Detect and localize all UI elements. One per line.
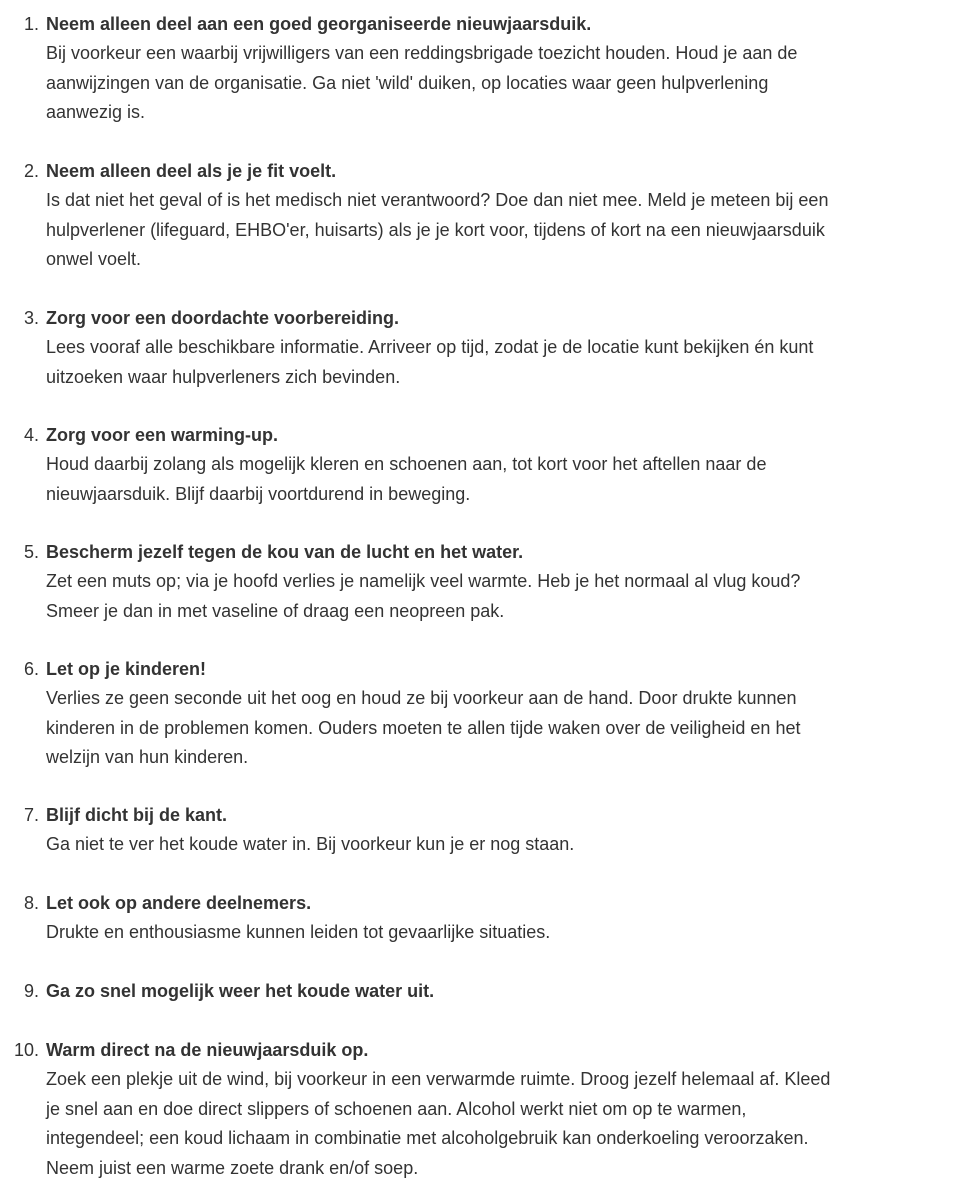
list-item-text: nieuwjaarsduik. Blijf daarbij voortdurend in beweging. <box>46 483 471 504</box>
list-item-title: Ga zo snel mogelijk weer het koude water uit. <box>46 981 435 1001</box>
list-item-title: Blijf dicht bij de kant. <box>46 805 228 825</box>
list-item-number: 4. <box>23 425 39 445</box>
list-item-title: Warm direct na de nieuwjaarsduik op. <box>46 1040 369 1060</box>
list-item-text: Zet een muts op; via je hoofd verlies je namelijk veel warmte. Heb je het normaal al vlug koud? <box>46 571 801 592</box>
list-item-number: 6. <box>23 659 39 679</box>
list-item-number: 10. <box>13 1040 39 1060</box>
list-item-body <box>46 157 946 275</box>
list-item-title: Zorg voor een warming-up. <box>46 425 279 445</box>
list-item-text: je snel aan en doe direct slippers of schoenen aan. Alcohol werkt niet om op te warmen, <box>46 1098 747 1119</box>
list-item-body <box>46 304 946 392</box>
list-item-body <box>46 538 946 626</box>
list-item-text: Lees vooraf alle beschikbare informatie. Arriveer op tijd, zodat je de locatie kunt bekijken én kunt <box>46 337 814 358</box>
list-item-number: 8. <box>23 893 39 913</box>
list-item-text: Smeer je dan in met vaseline of draag een neopreen pak. <box>46 600 505 621</box>
list-item-body <box>46 889 946 948</box>
list-item-title: Let ook op andere deelnemers. <box>46 893 312 913</box>
list-item-text: onwel voelt. <box>46 249 142 270</box>
list-item-body <box>46 421 946 509</box>
list-item-title: Neem alleen deel aan een goed georganiseerde nieuwjaarsduik. <box>46 14 592 34</box>
list-item-text: welzijn van hun kinderen. <box>46 747 249 768</box>
list-item-number: 2. <box>23 161 39 181</box>
list-item-body <box>46 1036 946 1183</box>
list-item-text: aanwijzingen van de organisatie. Ga niet 'wild' duiken, op locaties waar geen hulpverlening <box>46 72 769 93</box>
list-item-body <box>46 977 946 1006</box>
list-item-number: 7. <box>23 805 39 825</box>
list-item-title: Bescherm jezelf tegen de kou van de lucht en het water. <box>46 542 524 562</box>
list-item-text: Houd daarbij zolang als mogelijk kleren en schoenen aan, tot kort voor het aftellen naar de <box>46 454 767 475</box>
list-item-number: 3. <box>23 308 39 328</box>
list-item-text: Bij voorkeur een waarbij vrijwilligers van een reddingsbrigade toezicht houden. Houd je aan de <box>46 43 798 64</box>
list-item-text: kinderen in de problemen komen. Ouders moeten te allen tijde waken over de veiligheid en het <box>46 717 801 738</box>
list-item-title: Let op je kinderen! <box>46 659 207 679</box>
list-item-text: Zoek een plekje uit de wind, bij voorkeur in een verwarmde ruimte. Droog jezelf helemaal af. Kleed <box>46 1069 831 1090</box>
list-item-text: Verlies ze geen seconde uit het oog en houd ze bij voorkeur aan de hand. Door drukte kunnen <box>46 688 797 709</box>
list-item-body <box>46 655 946 773</box>
list-item-text: Ga niet te ver het koude water in. Bij voorkeur kun je er nog staan. <box>46 834 575 855</box>
list-item-title: Zorg voor een doordachte voorbereiding. <box>46 308 400 328</box>
list-item-number: 5. <box>23 542 39 562</box>
list-item-number: 1. <box>23 14 39 34</box>
list-item-text: Is dat niet het geval of is het medisch niet verantwoord? Doe dan niet mee. Meld je meteen bij een <box>46 190 829 211</box>
list-item-text: uitzoeken waar hulpverleners zich bevinden. <box>46 366 401 387</box>
list-item-body <box>46 801 946 860</box>
list-item-text: Drukte en enthousiasme kunnen leiden tot gevaarlijke situaties. <box>46 922 551 943</box>
list-item-body <box>46 10 946 128</box>
list-item-number: 9. <box>23 981 39 1001</box>
list-item-text: integendeel; een koud lichaam in combinatie met alcoholgebruik kan onderkoeling veroorzaken. <box>46 1128 809 1149</box>
list-item-title: Neem alleen deel als je je fit voelt. <box>46 161 337 181</box>
list-item-text: Neem juist een warme zoete drank en/of soep. <box>46 1157 419 1178</box>
list-item-text: hulpverlener (lifeguard, EHBO'er, huisarts) als je je kort voor, tijdens of kort na een nieuwjaarsduik <box>46 219 825 240</box>
list-item-text: aanwezig is. <box>46 102 146 123</box>
